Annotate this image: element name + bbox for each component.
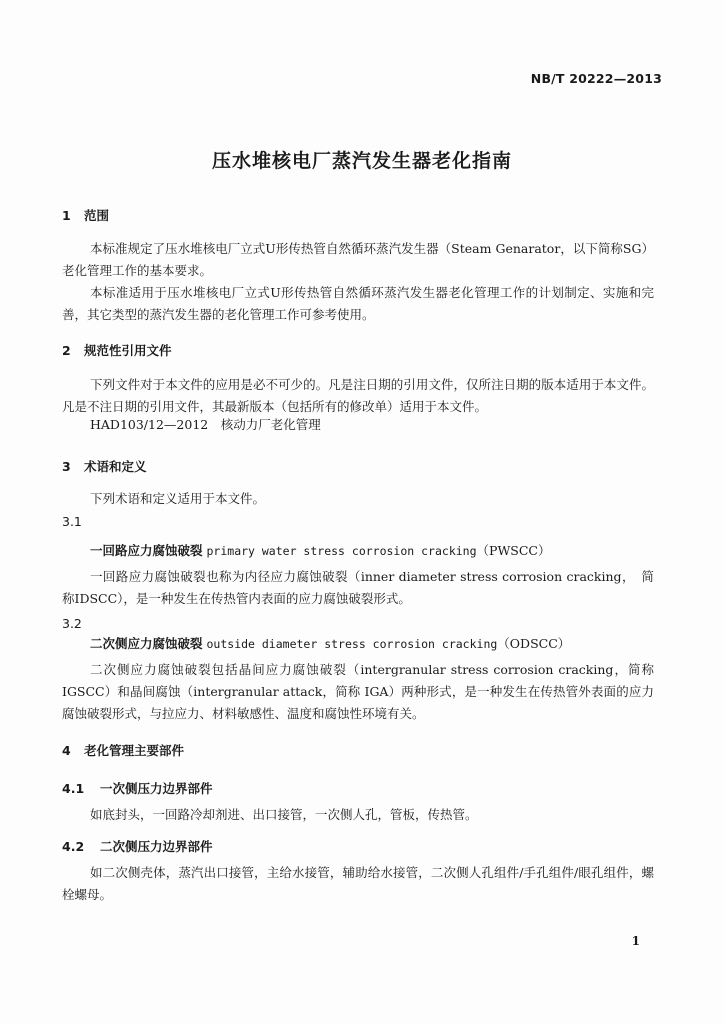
section-1-heading: 1 范围 — [62, 208, 110, 223]
term-3-2-title: 二次侧应力腐蚀破裂 outside diameter stress corrosion cracking（ODSCC） — [90, 636, 571, 651]
term-3-2-number: 3.2 — [62, 616, 82, 631]
page-number: 1 — [631, 934, 640, 948]
section-3-heading: 3 术语和定义 — [62, 459, 147, 474]
subsection-4-1-text: 如底封头，一回路冷却剂进、出口接管，一次侧人孔，管板，传热管。 — [90, 807, 478, 822]
section-2-reference: HAD103/12—2012 核动力厂老化管理 — [90, 417, 321, 432]
term-3-1-definition: 一回路应力腐蚀破裂也称为内径应力腐蚀破裂（inner diameter stress corrosion cracking， 简称IDSCC），是一种发生在传热管内表面的应力腐蚀破裂形式。 — [62, 569, 654, 606]
term-3-2-definition: 二次侧应力腐蚀破裂包括晶间应力腐蚀破裂（intergranular stress corrosion cracking，简称IGSCC）和晶间腐蚀（intergranular attack，简称 IGA）两种形式，是一种发生在传热管外表面的应力腐蚀破裂形式，与拉应力、材料敏感性、温度和腐蚀性环境有关。 — [62, 662, 654, 721]
document-title: 压水堆核电厂蒸汽发生器老化指南 — [211, 150, 512, 172]
term-3-1-title: 一回路应力腐蚀破裂 primary water stress corrosion cracking（PWSCC） — [90, 543, 551, 558]
section-3-paragraph-1: 下列术语和定义适用于本文件。 — [90, 491, 266, 506]
section-4-heading: 4 老化管理主要部件 — [62, 743, 185, 758]
term-3-1-number: 3.1 — [62, 514, 82, 529]
subsection-4-2-text: 如二次侧壳体，蒸汽出口接管，主给水接管，辅助给水接管，二次侧人孔组件/手孔组件/眼孔组件，螺栓螺母。 — [62, 865, 654, 902]
section-2-paragraph-1: 下列文件对于本文件的应用是必不可少的。凡是注日期的引用文件，仅所注日期的版本适用于本文件。凡是不注日期的引用文件，其最新版本（包括所有的修改单）适用于本文件。 — [62, 377, 654, 414]
section-1-paragraph-1: 本标准规定了压水堆核电厂立式U形传热管自然循环蒸汽发生器（Steam Genarator，以下简称SG）老化管理工作的基本要求。 — [62, 241, 654, 278]
section-2-heading: 2 规范性引用文件 — [62, 343, 172, 358]
section-1-paragraph-2: 本标准适用于压水堆核电厂立式U形传热管自然循环蒸汽发生器老化管理工作的计划制定、实施和完善，其它类型的蒸汽发生器的老化管理工作可参考使用。 — [62, 285, 654, 322]
standard-code: NB/T 20222—2013 — [530, 71, 662, 86]
subsection-4-2-heading: 4.2 二次侧压力边界部件 — [62, 839, 213, 854]
subsection-4-1-heading: 4.1 一次侧压力边界部件 — [62, 781, 213, 796]
